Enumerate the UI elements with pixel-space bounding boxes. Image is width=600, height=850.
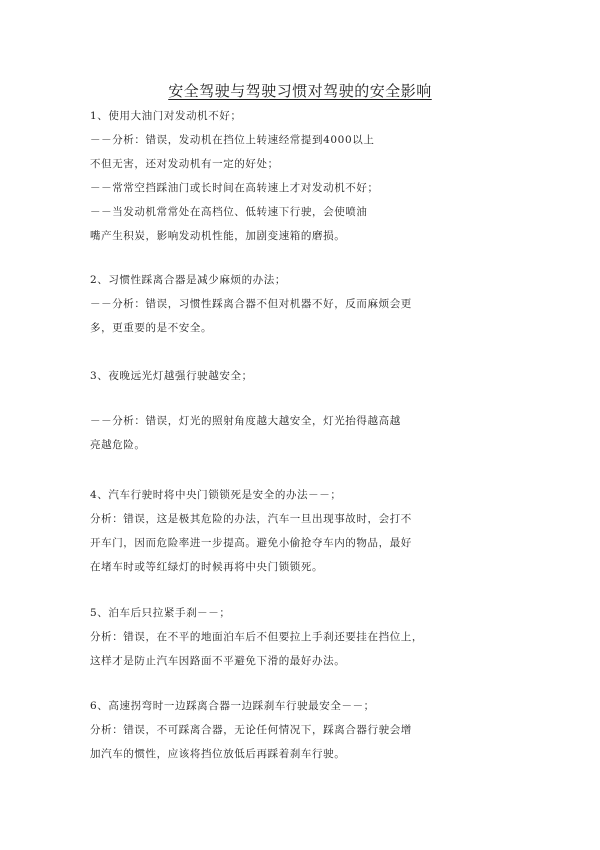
item-5-analysis-line: 分析：错误，在不平的地面泊车后不但要拉上手刹还要挂在挡位上， <box>90 631 423 643</box>
item-6-analysis-line: 加汽车的惯性，应该将挡位放低后再踩着刹车行驶。 <box>90 748 346 760</box>
item-2-analysis-line: 多，更重要的是不安全。 <box>90 322 213 334</box>
item-4-analysis-line: 开车门，因而危险率进一步提高。避免小偷抢夺车内的物品，最好 <box>90 537 412 549</box>
item-4-heading: 4、汽车行驶时将中央门锁锁死是安全的办法－－； <box>90 489 342 501</box>
item-3-analysis-line: 亮越危险。 <box>90 439 146 451</box>
item-3-heading: 3、夜晚远光灯越强行驶越安全； <box>90 370 253 382</box>
item-5-analysis-line: 这样才是防止汽车因路面不平避免下滑的最好办法。 <box>90 655 346 667</box>
item-1-analysis-line: －－当发动机常常处在高档位、低转速下行驶，会使喷油 <box>90 206 368 218</box>
item-2-heading: 2、习惯性踩离合器是减少麻烦的办法； <box>90 274 286 286</box>
item-1-analysis-line: －－分析：错误，发动机在挡位上转速经常提到4000以上 <box>90 134 375 146</box>
item-3-analysis-line: －－分析：错误，灯光的照射角度越大越安全，灯光抬得越高越 <box>90 415 401 427</box>
item-1-heading: 1、使用大油门对发动机不好； <box>90 110 242 122</box>
item-1-analysis-line: 嘴产生积炭，影响发动机性能，加剧变速箱的磨损。 <box>90 230 346 242</box>
item-1-analysis-line: －－常常空挡踩油门或长时间在高转速上才对发动机不好； <box>90 182 379 194</box>
item-4-analysis-line: 在堵车时或等红绿灯的时候再将中央门锁锁死。 <box>90 561 324 573</box>
item-4-analysis-line: 分析：错误，这是极其危险的办法，汽车一旦出现事故时，会打不 <box>90 513 412 525</box>
item-5-heading: 5、泊车后只拉紧手刹－－； <box>90 607 231 619</box>
item-6-heading: 6、高速拐弯时一边踩离合器一边踩刹车行驶最安全－－； <box>90 700 375 712</box>
item-1-analysis-line: 不但无害，还对发动机有一定的好处； <box>90 158 279 170</box>
item-6-analysis-line: 分析：错误，不可踩离合器，无论任何情况下，踩离合器行驶会增 <box>90 724 412 736</box>
document-title: 安全驾驶与驾驶习惯对驾驶的安全影响 <box>168 82 432 100</box>
item-2-analysis-line: －－分析：错误，习惯性踩离合器不但对机器不好，反而麻烦会更 <box>90 298 412 310</box>
